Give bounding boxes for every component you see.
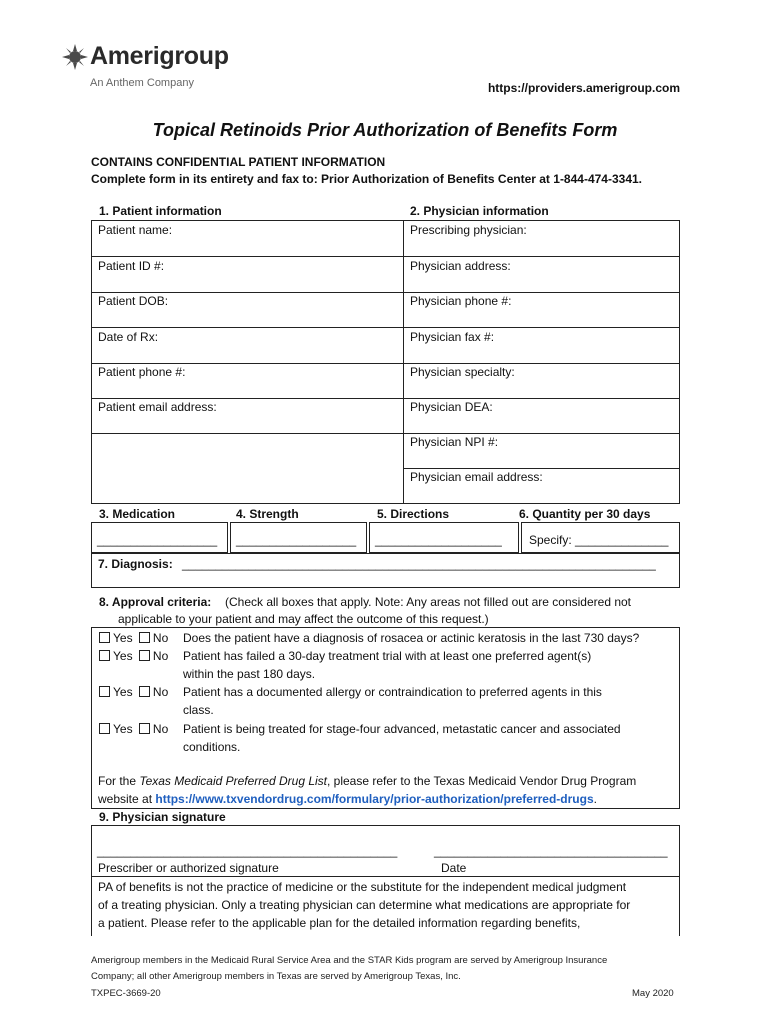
patient-dob-field[interactable]: Patient DOB: [98, 294, 169, 308]
approval-criteria-box [91, 627, 680, 809]
approval-note: (Check all boxes that apply. Note: Any areas not filled out are considered not [225, 595, 632, 609]
physician-npi-field[interactable]: Physician NPI #: [410, 435, 499, 449]
section-6-heading: 6. Quantity per 30 days [519, 507, 651, 521]
prescribing-physician-field[interactable]: Prescribing physician: [410, 223, 527, 237]
criteria-2-yes-checkbox[interactable] [99, 650, 110, 661]
brand-name: Amerigroup [90, 42, 229, 70]
yes-label: Yes [113, 631, 133, 645]
diagnosis-box[interactable] [91, 553, 680, 588]
criteria-3-no-checkbox[interactable] [139, 686, 150, 697]
pdl-note-line1 [98, 774, 636, 788]
yes-label: Yes [113, 722, 133, 736]
criteria-4-yes-checkbox[interactable] [99, 723, 110, 734]
provider-url[interactable]: https://providers.amerigroup.com [487, 81, 680, 95]
criteria-2-question: Patient has failed a 30-day treatment trial with at least one preferred agent(s) [183, 649, 592, 663]
signature-line: _____________________________________________ [97, 844, 398, 858]
patient-phone-field[interactable]: Patient phone #: [98, 365, 186, 379]
form-date: May 2020 [632, 988, 674, 999]
criteria-2-options [99, 649, 168, 663]
confidential-notice: CONTAINS CONFIDENTIAL PATIENT INFORMATION [91, 155, 386, 169]
physician-dea-field[interactable]: Physician DEA: [410, 400, 493, 414]
physician-address-field[interactable]: Physician address: [410, 259, 511, 273]
signature-label: Prescriber or authorized signature [98, 861, 279, 875]
criteria-4-question-cont: conditions. [183, 740, 241, 754]
criteria-3-question: Patient has a documented allergy or contraindication to preferred agents in this [183, 685, 602, 699]
sunburst-logo-icon [62, 44, 88, 70]
medication-blank: __________________ [97, 533, 218, 547]
criteria-1-yes-checkbox[interactable] [99, 632, 110, 643]
criteria-4-no-checkbox[interactable] [139, 723, 150, 734]
criteria-1-no-checkbox[interactable] [139, 632, 150, 643]
disclaimer-line1: PA of benefits is not the practice of medicine or the substitute for the independent medical judgment [98, 880, 627, 894]
directions-blank: ___________________ [375, 533, 502, 547]
physician-phone-field[interactable]: Physician phone #: [410, 294, 512, 308]
criteria-3-options [99, 685, 168, 699]
pdl-title: Texas Medicaid Preferred Drug List [139, 774, 327, 788]
criteria-1-options [99, 631, 168, 645]
pdl-note-line2 [98, 792, 597, 806]
disclaimer-line3: a patient. Please refer to the applicable plan for the detailed information regarding benefits, [98, 916, 581, 930]
section-5-heading: 5. Directions [377, 507, 450, 521]
criteria-3-question-cont: class. [183, 703, 214, 717]
section-4-heading: 4. Strength [236, 507, 299, 521]
pdl-line2-suffix: . [593, 792, 597, 806]
strength-blank: __________________ [236, 533, 357, 547]
form-title: Topical Retinoids Prior Authorization of Benefits Form [152, 120, 618, 140]
quantity-box[interactable] [521, 522, 680, 553]
physician-fax-field[interactable]: Physician fax #: [410, 330, 495, 344]
criteria-1-question: Does the patient have a diagnosis of rosacea or actinic keratosis in the last 730 days? [183, 631, 640, 645]
section-3-heading: 3. Medication [99, 507, 176, 521]
date-label: Date [441, 861, 467, 875]
section-9-heading: 9. Physician signature [99, 810, 226, 824]
patient-physician-grid [91, 220, 680, 504]
patient-email-field[interactable]: Patient email address: [98, 400, 217, 414]
strength-box[interactable] [230, 522, 367, 553]
criteria-4-options [99, 722, 168, 736]
footer-line2: Company; all other Amerigroup members in Texas are served by Amerigroup Texas, Inc. [91, 971, 461, 982]
criteria-2-question-cont: within the past 180 days. [183, 667, 316, 681]
yes-label: Yes [113, 649, 133, 663]
brand-tagline: An Anthem Company [90, 77, 194, 89]
physician-specialty-field[interactable]: Physician specialty: [410, 365, 515, 379]
section-2-heading: 2. Physician information [410, 204, 549, 218]
diagnosis-label: 7. Diagnosis: [98, 557, 173, 571]
preferred-drugs-link[interactable]: https://www.txvendordrug.com/formulary/prior-authorization/preferred-drugs [155, 792, 594, 806]
medication-box[interactable] [91, 522, 228, 553]
section-8-heading: 8. Approval criteria: [99, 595, 212, 609]
patient-name-field[interactable]: Patient name: [98, 223, 173, 237]
physician-email-field[interactable]: Physician email address: [410, 470, 543, 484]
patient-id-field[interactable]: Patient ID #: [98, 259, 165, 273]
pdl-line2-prefix: website at [98, 792, 156, 806]
diagnosis-blank: _______________________________________________________________________ [182, 557, 656, 571]
section-1-heading: 1. Patient information [99, 204, 222, 218]
criteria-3-yes-checkbox[interactable] [99, 686, 110, 697]
date-of-rx-field[interactable]: Date of Rx: [98, 330, 159, 344]
disclaimer-line2: of a treating physician. Only a treating physician can determine what medications are appropriate for [98, 898, 631, 912]
pdl-prefix: For the [98, 774, 140, 788]
yes-label: Yes [113, 685, 133, 699]
date-line: ___________________________________ [434, 844, 668, 858]
criteria-4-question: Patient is being treated for stage-four advanced, metastatic cancer and associated [183, 722, 621, 736]
disclaimer-box [91, 876, 680, 936]
no-label: No [152, 649, 169, 663]
amerigroup-logo [62, 42, 242, 94]
criteria-2-no-checkbox[interactable] [139, 650, 150, 661]
footer-line1: Amerigroup members in the Medicaid Rural Service Area and the STAR Kids program are served by Amerigroup Insurance [91, 955, 608, 966]
quantity-specify: Specify: ______________ [529, 533, 669, 547]
no-label: No [152, 722, 169, 736]
form-code: TXPEC-3669-20 [91, 988, 161, 999]
no-label: No [152, 631, 169, 645]
directions-box[interactable] [369, 522, 519, 553]
approval-note-2: applicable to your patient and may affect the outcome of this request.) [118, 612, 489, 626]
fax-instructions: Complete form in its entirety and fax to: Prior Authorization of Benefits Center at 1-844-474-3341. [91, 172, 642, 186]
signature-box[interactable] [91, 825, 680, 877]
no-label: No [152, 685, 169, 699]
pdl-suffix: , please refer to the Texas Medicaid Vendor Drug Program [327, 774, 637, 788]
